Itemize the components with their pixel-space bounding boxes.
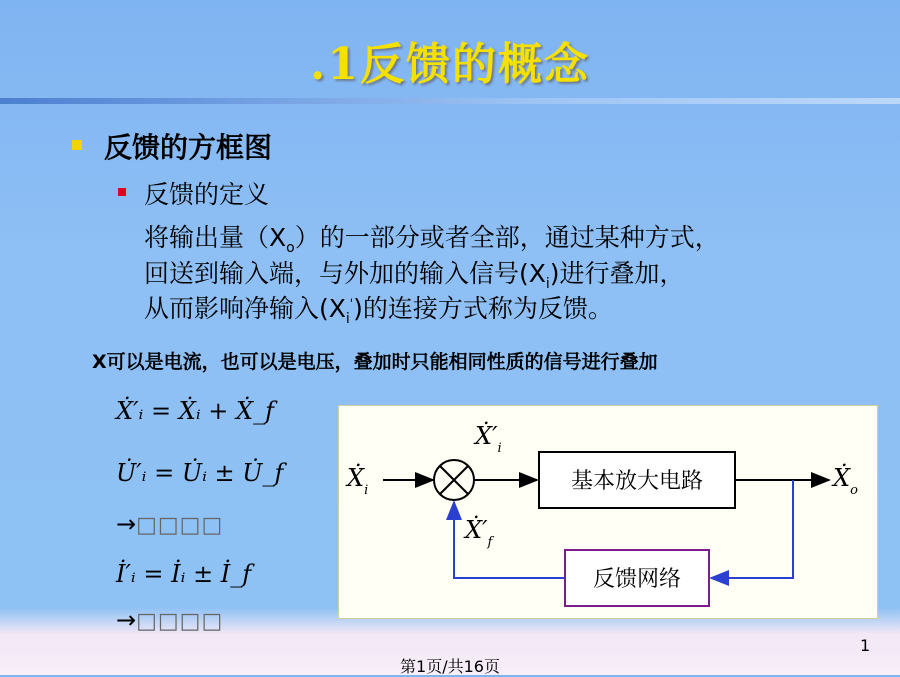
def3-sub: i xyxy=(345,311,350,327)
def3-sup: ' xyxy=(349,296,354,311)
arrow-2-text: □□□□ xyxy=(136,609,224,634)
definition-line-3 xyxy=(144,289,613,327)
def2-b: )进行叠加， xyxy=(549,259,685,288)
arrow-line-2 xyxy=(116,606,223,634)
output-label: Ẋ$_o$ xyxy=(833,464,858,498)
page-number: 1 xyxy=(860,636,871,655)
input-label: Ẋ$_i$ xyxy=(347,464,369,498)
def3-a: 从而影响净输入(X xyxy=(144,294,346,323)
definition-line-2 xyxy=(144,254,685,292)
arrow-2: → xyxy=(116,606,137,634)
equation-1: Ẋ′ᵢ = Ẋᵢ + Ẋ_f xyxy=(116,397,274,425)
feedback-block-diagram xyxy=(338,405,878,619)
slide-title: .1反馈的概念 xyxy=(310,39,590,90)
def1-a: 将输出量（X xyxy=(144,223,287,252)
def1-sub: o xyxy=(286,240,295,256)
bullet-square-yellow xyxy=(72,140,82,150)
def3-b: )的连接方式称为反馈。 xyxy=(353,294,613,323)
equation-3: İ′ᵢ = İᵢ ± İ_f xyxy=(116,560,252,588)
feedback-network-label: 反馈网络 xyxy=(592,567,682,592)
def2-a: 回送到输入端，与外加的输入信号(X xyxy=(144,259,546,288)
arrow-1-text: □□□□ xyxy=(136,513,224,538)
summing-junction xyxy=(434,460,474,500)
feedback-label: $Ẋ'_f$ xyxy=(465,516,493,550)
subheading: 反馈的定义 xyxy=(144,180,270,209)
def2-sub: i xyxy=(545,276,550,292)
arrow-line-1 xyxy=(116,510,223,538)
net-input-label: $Ẋ'_i$ xyxy=(475,422,502,456)
definition-line-1 xyxy=(144,218,720,256)
amplifier-label: 基本放大电路 xyxy=(570,469,704,494)
note-text: X可以是电流，也可以是电压，叠加时只能相同性质的信号进行叠加 xyxy=(92,351,658,373)
title-underline xyxy=(0,98,900,104)
bullet-square-red xyxy=(118,188,126,196)
diagram-svg xyxy=(339,406,877,618)
footer-page-indicator: 第1页/共16页 xyxy=(400,657,500,676)
arrow-1: → xyxy=(116,510,137,538)
heading: 反馈的方框图 xyxy=(104,131,273,164)
def1-b: ）的一部分或者全部，通过某种方式， xyxy=(294,223,720,252)
equation-2: U̇′ᵢ = U̇ᵢ ± U̇_f xyxy=(116,459,284,487)
